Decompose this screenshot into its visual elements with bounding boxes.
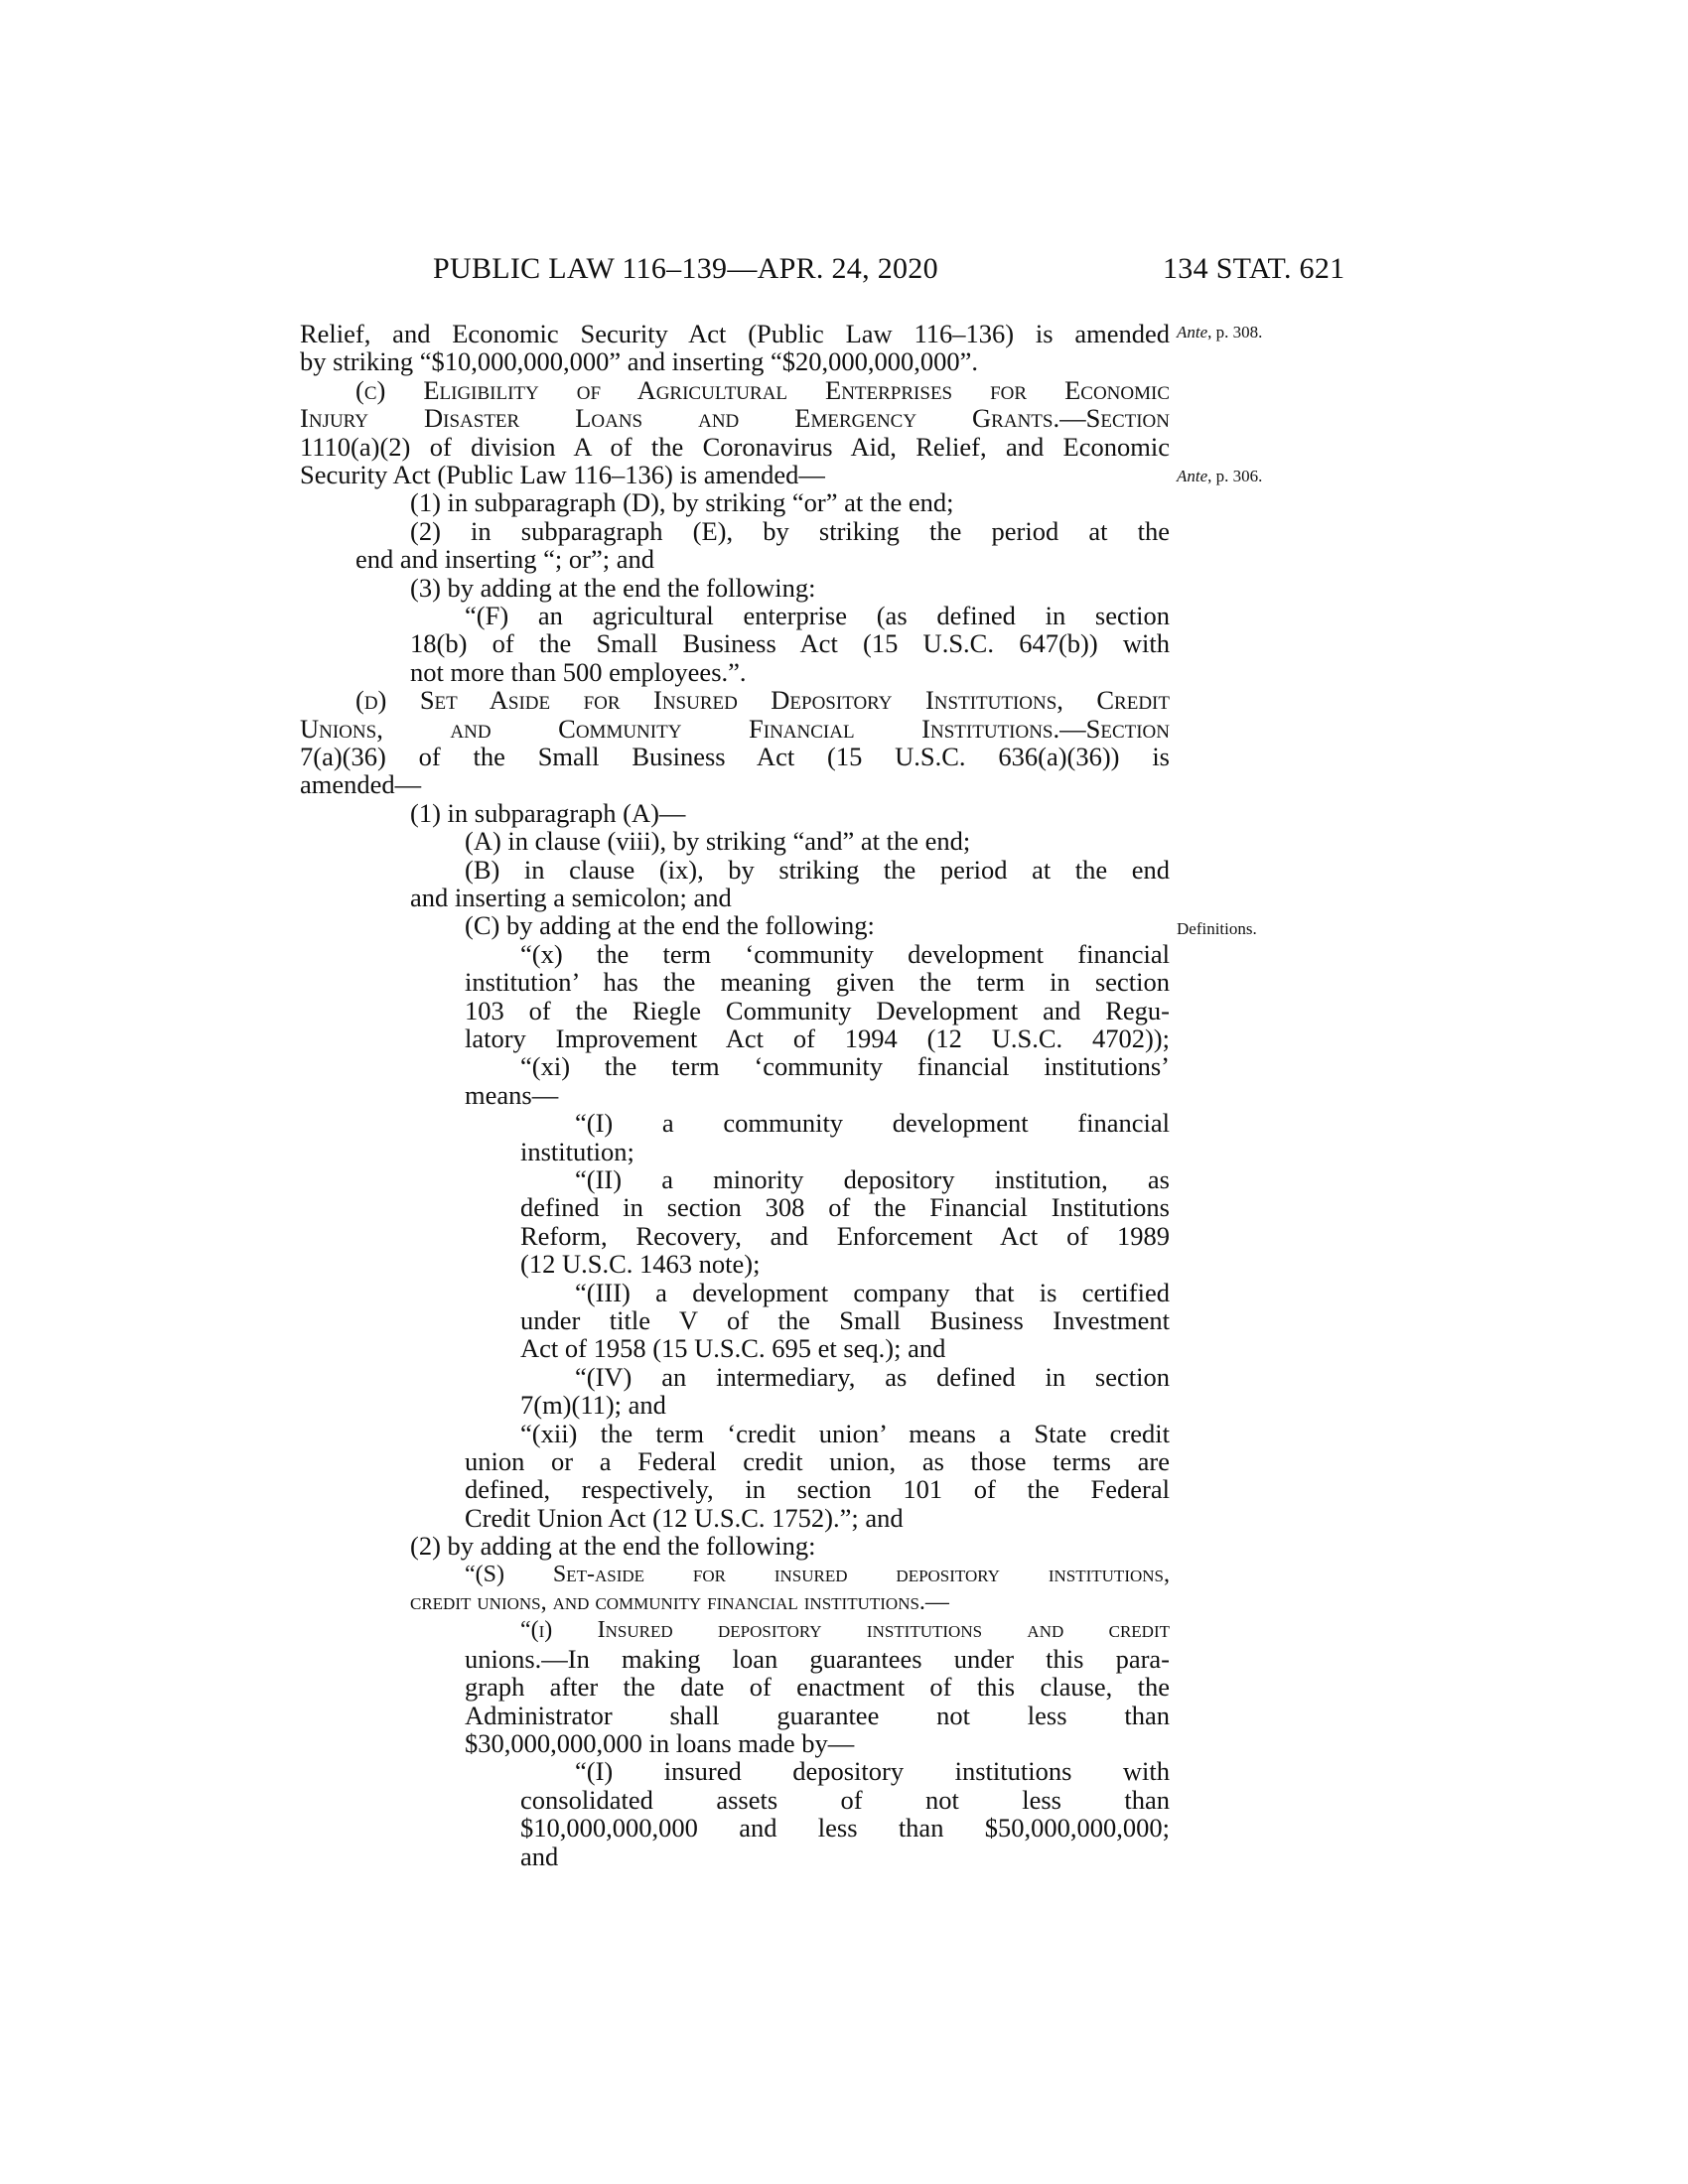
text-line: “(II) a minority depository institution, as	[575, 1164, 1170, 1194]
text-line: (1) in subparagraph (A)—	[410, 798, 686, 828]
margin-note-text: , p. 306.	[1207, 467, 1263, 485]
text-line: (3) by adding at the end the following:	[410, 573, 816, 603]
text-line: institution’ has the meaning given the term in section	[465, 967, 1170, 997]
text-line: 103 of the Riegle Community Development and Regu-	[465, 996, 1170, 1025]
text-line: and inserting a semicolon; and	[410, 883, 732, 912]
text-line: (B) in clause (ix), by striking the period at the end	[465, 855, 1170, 885]
text-line: (12 U.S.C. 1463 note);	[520, 1249, 761, 1279]
text-line: Security Act (Public Law 116–136) is amended—	[300, 460, 825, 489]
text-line: Relief, and Economic Security Act (Public Law 116–136) is amended	[300, 319, 1170, 348]
text-line: institution;	[520, 1137, 634, 1166]
text-line: “(I) insured depository institutions with	[575, 1756, 1170, 1786]
text-line: “(IV) an intermediary, as defined in section	[575, 1362, 1170, 1392]
text-line: unions.—In making loan guarantees under this para-	[465, 1644, 1170, 1674]
statute-page-number: 134 STAT. 621	[1163, 252, 1345, 285]
text-line: Administrator shall guarantee not less than	[465, 1701, 1170, 1730]
text-line: by striking “$10,000,000,000” and inserting “$20,000,000,000”.	[300, 346, 979, 376]
text-line: Credit Union Act (12 U.S.C. 1752).”; and	[465, 1503, 904, 1533]
text-line: graph after the date of enactment of this clause, the	[465, 1672, 1170, 1702]
text-line: 7(m)(11); and	[520, 1390, 666, 1420]
text-line: Reform, Recovery, and Enforcement Act of 1989	[520, 1221, 1170, 1251]
text-line: “(F) an agricultural enterprise (as defined in section	[465, 601, 1170, 630]
subparagraph-heading: “(S) Set-aside for insured depository institutions,	[465, 1562, 1170, 1587]
subsection-heading: (d) Set Aside for Insured Depository Institutions, Credit	[355, 685, 1170, 715]
subparagraph-heading: credit unions, and community financial institutions.—	[410, 1589, 949, 1615]
text-line: (A) in clause (viii), by striking “and” at the end;	[465, 826, 971, 856]
text-line: 18(b) of the Small Business Act (15 U.S.C. 647(b)) with	[410, 628, 1170, 658]
text-line: “(x) the term ‘community development financial	[520, 939, 1170, 969]
text-line: defined in section 308 of the Financial Institutions	[520, 1192, 1170, 1222]
margin-note-italic: Ante	[1177, 467, 1208, 485]
margin-note-ante-308	[1177, 323, 1262, 342]
text-line: Act of 1958 (15 U.S.C. 695 et seq.); and	[520, 1333, 946, 1363]
margin-note-ante-306	[1177, 467, 1262, 486]
text-line: “(I) a community development financial	[575, 1108, 1170, 1138]
public-law-title: PUBLIC LAW 116–139—APR. 24, 2020	[433, 252, 938, 285]
text-line: not more than 500 employees.”.	[410, 657, 747, 687]
running-header	[0, 252, 1688, 292]
text-line: “(III) a development company that is certified	[575, 1278, 1170, 1307]
margin-note-definitions: Definitions.	[1177, 919, 1257, 938]
text-line: (2) in subparagraph (E), by striking the period at the	[410, 516, 1170, 546]
text-line: “(xi) the term ‘community financial institutions’	[520, 1051, 1170, 1081]
margin-note-text: , p. 308.	[1207, 323, 1263, 341]
subsection-heading: Injury Disaster Loans and Emergency Grants.—Section	[300, 403, 1170, 433]
text-line: (2) by adding at the end the following:	[410, 1531, 816, 1561]
text-line: 7(a)(36) of the Small Business Act (15 U.S.C. 636(a)(36)) is	[300, 742, 1170, 771]
text-line: end and inserting “; or”; and	[355, 544, 654, 574]
text-line: “(xii) the term ‘credit union’ means a State credit	[520, 1419, 1170, 1448]
text-line: latory Improvement Act of 1994 (12 U.S.C. 4702));	[465, 1024, 1170, 1053]
subsection-heading: Unions, and Community Financial Institutions.—Section	[300, 714, 1170, 744]
text-line: under title V of the Small Business Investment	[520, 1305, 1170, 1335]
margin-note-italic: Ante	[1177, 323, 1208, 341]
text-line: amended—	[300, 769, 422, 799]
text-line: defined, respectively, in section 101 of the Federal	[465, 1474, 1170, 1504]
text-line: means—	[465, 1080, 559, 1110]
subsection-heading: (c) Eligibility of Agricultural Enterprises for Economic	[355, 375, 1170, 405]
text-line: union or a Federal credit union, as those terms are	[465, 1446, 1170, 1476]
text-line: (C) by adding at the end the following:	[465, 910, 875, 940]
text-line: and	[520, 1842, 559, 1871]
text-line: consolidated assets of not less than	[520, 1785, 1170, 1815]
text-line: (1) in subparagraph (D), by striking “or” at the end;	[410, 487, 954, 517]
text-line: $30,000,000,000 in loans made by—	[465, 1728, 855, 1758]
text-line: 1110(a)(2) of division A of the Coronavirus Aid, Relief, and Economic	[300, 432, 1170, 462]
clause-heading: “(i) Insured depository institutions and credit	[520, 1617, 1170, 1643]
text-line: $10,000,000,000 and less than $50,000,000,000;	[520, 1813, 1170, 1843]
